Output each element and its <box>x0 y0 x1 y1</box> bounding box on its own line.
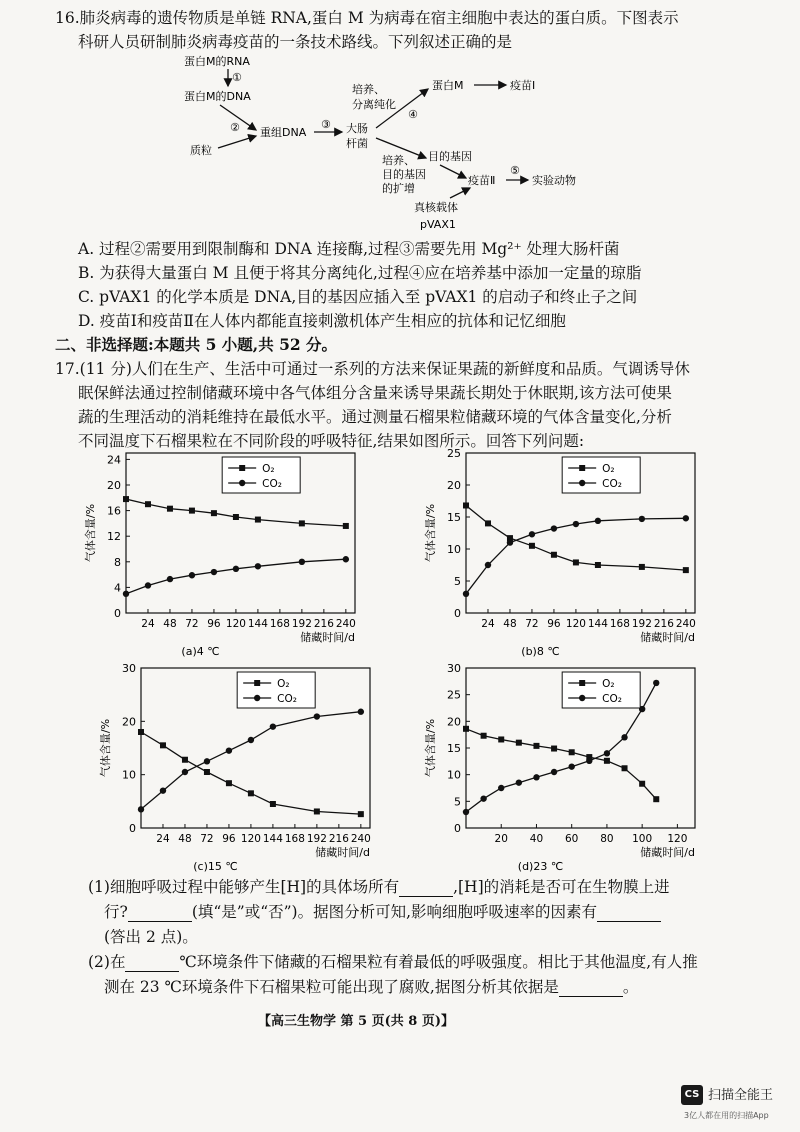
co2-point <box>167 576 173 582</box>
node-vector-1: 真核载体 <box>414 201 458 214</box>
q16-option-b: B. 为获得大量蛋白 M 且便于将其分离纯化,过程④应在培养基中添加一定量的琼脂 <box>78 264 642 282</box>
node-recombinant-dna: 重组DNA <box>260 126 307 139</box>
x-tick-label: 24 <box>481 618 495 630</box>
y-tick-label: 20 <box>447 479 461 492</box>
co2-point <box>314 713 320 719</box>
q17-sub1-text-a: (1)细胞呼吸过程中能够产生[H]的具体场所有 <box>88 878 400 896</box>
o2-point <box>463 726 469 732</box>
o2-point <box>604 758 610 764</box>
x-tick-label: 168 <box>609 618 630 630</box>
co2-point <box>145 582 151 588</box>
x-tick-label: 24 <box>156 833 170 845</box>
x-tick-label: 168 <box>269 618 290 630</box>
x-tick-label: 48 <box>178 833 192 845</box>
x-tick-label: 120 <box>667 833 688 845</box>
label-amp-3: 的扩增 <box>382 182 415 195</box>
co2-point <box>270 723 276 729</box>
x-tick-label: 216 <box>313 618 334 630</box>
co2-point <box>343 556 349 562</box>
co2-point <box>573 521 579 527</box>
co2-point <box>255 563 261 569</box>
chart-23c <box>420 660 720 875</box>
co2-point <box>226 747 232 753</box>
x-tick-label: 24 <box>141 618 155 630</box>
co2-point <box>182 769 188 775</box>
x-tick-label: 192 <box>306 833 327 845</box>
x-axis-label: 储藏时间/d <box>315 846 370 859</box>
y-tick-label: 0 <box>129 822 136 835</box>
legend-circle-marker <box>254 695 260 701</box>
label-amp-2: 目的基因 <box>382 168 426 181</box>
arrow-to-vaccine-2a <box>440 165 466 178</box>
label-step-2: ② <box>230 121 240 134</box>
y-tick-label: 25 <box>447 447 461 460</box>
label-step-5: ⑤ <box>510 164 520 177</box>
y-tick-label: 0 <box>454 607 461 620</box>
co2-point <box>123 591 129 597</box>
label-step-1: ① <box>232 71 242 84</box>
x-tick-label: 216 <box>328 833 349 845</box>
legend-label: O₂ <box>602 463 615 475</box>
answer-blank-2[interactable] <box>128 905 192 922</box>
y-tick-label: 4 <box>114 581 121 595</box>
o2-point <box>299 520 305 526</box>
legend-label: CO₂ <box>602 693 622 705</box>
y-tick-label: 12 <box>107 530 121 544</box>
o2-point <box>248 790 254 796</box>
page-footer: 【高三生物学 第 5 页(共 8 页)】 <box>258 1014 455 1029</box>
node-protein-m-rna: 蛋白M的RNA <box>184 55 250 68</box>
y-tick-label: 20 <box>107 479 121 492</box>
q17-sub1-text-b: ,[H]的消耗是否可在生物膜上进 <box>453 878 670 896</box>
answer-blank-1[interactable] <box>399 880 453 897</box>
q17-line-1: 17.(11 分)人们在生产、生活中可通过一系列的方法来保证果蔬的新鲜度和品质。气调诱导休 <box>55 360 690 378</box>
o2-point <box>211 510 217 516</box>
co2-point <box>507 539 513 545</box>
q17-line-4: 不同温度下石榴果粒在不同阶段的呼吸特征,结果如图所示。回答下列问题: <box>78 432 585 450</box>
co2-point <box>358 709 364 715</box>
o2-point <box>255 517 261 523</box>
o2-point <box>485 520 491 526</box>
legend-square-marker <box>254 680 260 686</box>
o2-point <box>182 757 188 763</box>
x-tick-label: 240 <box>675 618 696 630</box>
o2-point <box>573 559 579 565</box>
label-step-4: ④ <box>408 108 418 121</box>
x-tick-label: 60 <box>565 833 579 845</box>
scanner-tagline: 3亿人都在用的扫描App <box>684 1111 769 1120</box>
q16-line-1: 16.肺炎病毒的遗传物质是单链 RNA,蛋白 M 为病毒在宿主细胞中表达的蛋白质。下图表示 <box>55 9 679 27</box>
q17-sub1-text-e: (答出 2 点)。 <box>104 928 198 946</box>
co2-point <box>463 809 469 815</box>
x-tick-label: 72 <box>200 833 214 845</box>
chart-title: (c)15 ℃ <box>193 860 238 873</box>
legend-label: CO₂ <box>277 693 297 705</box>
x-tick-label: 80 <box>600 833 614 845</box>
chart-title: (b)8 ℃ <box>521 645 560 658</box>
node-target-gene: 目的基因 <box>428 150 472 163</box>
x-axis-label: 储藏时间/d <box>640 631 695 644</box>
node-animals: 实验动物 <box>532 174 576 187</box>
o2-point <box>358 811 364 817</box>
q17-sub1-text-c: 行? <box>104 903 128 921</box>
x-axis-label: 储藏时间/d <box>300 631 355 644</box>
node-plasmid: 质粒 <box>190 144 212 157</box>
co2-point <box>248 737 254 743</box>
x-tick-label: 96 <box>207 618 221 630</box>
co2-point <box>138 806 144 812</box>
vaccine-route-diagram <box>170 52 640 236</box>
chart-4c <box>80 445 380 660</box>
x-tick-label: 96 <box>547 618 561 630</box>
o2-point <box>138 729 144 735</box>
series-line-o2 <box>466 729 656 799</box>
co2-point <box>463 591 469 597</box>
node-vaccine-1: 疫苗Ⅰ <box>510 79 536 92</box>
q16-option-a: A. 过程②需要用到限制酶和 DNA 连接酶,过程③需要先用 Mg²⁺ 处理大肠杆菌 <box>78 240 620 258</box>
x-tick-label: 144 <box>262 833 283 845</box>
y-tick-label: 24 <box>107 453 121 467</box>
o2-point <box>343 523 349 529</box>
o2-point <box>233 514 239 520</box>
y-axis-label: 气体含量/% <box>84 503 97 563</box>
q16-line-2: 科研人员研制肺炎病毒疫苗的一条技术路线。下列叙述正确的是 <box>78 33 513 51</box>
answer-blank-5[interactable] <box>559 980 623 997</box>
x-tick-label: 72 <box>185 618 199 630</box>
node-vector-2: pVAX1 <box>420 218 456 231</box>
y-tick-label: 16 <box>107 504 121 518</box>
co2-point <box>160 787 166 793</box>
scanner-logo-icon: CS <box>681 1085 703 1105</box>
node-ecoli-2: 杆菌 <box>346 137 368 150</box>
o2-point <box>516 740 522 746</box>
o2-point <box>653 796 659 802</box>
o2-point <box>529 543 535 549</box>
arrow-2b <box>218 136 256 148</box>
co2-point <box>480 795 486 801</box>
co2-point <box>586 758 592 764</box>
y-tick-label: 0 <box>454 822 461 835</box>
legend-circle-marker <box>579 695 585 701</box>
y-tick-label: 5 <box>454 575 461 588</box>
x-axis-label: 储藏时间/d <box>640 846 695 859</box>
chart-title: (d)23 ℃ <box>517 860 564 873</box>
y-tick-label: 15 <box>447 511 461 524</box>
co2-point <box>653 680 659 686</box>
co2-point <box>498 785 504 791</box>
y-axis-label: 气体含量/% <box>424 718 437 778</box>
section-heading: 二、非选择题:本题共 5 小题,共 52 分。 <box>55 335 338 354</box>
legend-box <box>222 457 300 493</box>
o2-point <box>160 742 166 748</box>
co2-point <box>529 531 535 537</box>
y-tick-label: 10 <box>447 543 461 556</box>
x-tick-label: 144 <box>587 618 608 630</box>
o2-point <box>189 508 195 514</box>
o2-point <box>481 733 487 739</box>
x-tick-label: 168 <box>284 833 305 845</box>
series-line-o2 <box>141 732 361 814</box>
o2-point <box>569 749 575 755</box>
legend-circle-marker <box>579 480 585 486</box>
x-tick-label: 48 <box>163 618 177 630</box>
co2-point <box>639 516 645 522</box>
co2-point <box>621 734 627 740</box>
q17-line-2: 眠保鲜法通过控制储藏环境中各气体组分含量来诱导果蔬长期处于休眠期,该方法可使果 <box>78 384 672 402</box>
o2-point <box>533 743 539 749</box>
x-tick-label: 216 <box>653 618 674 630</box>
chart-title: (a)4 ℃ <box>181 645 220 658</box>
arrow-to-vaccine-2b <box>450 188 470 198</box>
scanner-brand: 扫描全能王 <box>708 1088 774 1103</box>
o2-point <box>314 808 320 814</box>
co2-point <box>551 769 557 775</box>
q17-sub2-line2 <box>104 975 638 999</box>
x-tick-label: 48 <box>503 618 517 630</box>
y-axis-label: 气体含量/% <box>99 718 112 778</box>
legend-label: O₂ <box>262 463 275 475</box>
node-protein-m-dna: 蛋白M的DNA <box>184 90 251 103</box>
legend-label: O₂ <box>277 678 290 690</box>
o2-point <box>145 501 151 507</box>
y-tick-label: 20 <box>122 715 136 729</box>
co2-point <box>189 572 195 578</box>
q17-sub1-text-d: (填“是”或“否”)。据图分析可知,影响细胞呼吸速率的因素有 <box>191 903 598 921</box>
y-tick-label: 30 <box>447 662 461 675</box>
x-tick-label: 100 <box>632 833 653 845</box>
series-line-co2 <box>126 559 346 594</box>
y-tick-label: 25 <box>447 688 461 702</box>
q17-sub2-text-a: (2)在 <box>88 953 126 971</box>
y-axis-label: 气体含量/% <box>424 503 437 563</box>
q17-line-3: 蔬的生理活动的消耗维持在最低水平。通过测量石榴果粒储藏环境的气体含量变化,分析 <box>78 408 672 426</box>
answer-blank-4[interactable] <box>125 955 179 972</box>
legend-box <box>562 672 640 708</box>
x-tick-label: 20 <box>494 833 508 845</box>
q17-sub2-line1 <box>88 950 698 974</box>
co2-point <box>204 758 210 764</box>
legend-square-marker <box>239 465 245 471</box>
co2-point <box>299 559 305 565</box>
co2-point <box>516 779 522 785</box>
x-tick-label: 240 <box>350 833 371 845</box>
label-culture-1: 培养、 <box>352 83 385 96</box>
o2-point <box>595 562 601 568</box>
x-tick-label: 120 <box>565 618 586 630</box>
series-line-o2 <box>126 499 346 526</box>
o2-point <box>204 769 210 775</box>
o2-point <box>639 564 645 570</box>
label-amp-1: 培养、 <box>382 154 415 167</box>
series-line-co2 <box>466 518 686 594</box>
node-ecoli-1: 大肠 <box>346 122 368 135</box>
legend-square-marker <box>579 465 585 471</box>
q17-sub1-line2 <box>104 900 661 924</box>
o2-point <box>270 801 276 807</box>
x-tick-label: 40 <box>529 833 544 845</box>
co2-point <box>595 518 601 524</box>
legend-square-marker <box>579 680 585 686</box>
legend-label: O₂ <box>602 678 615 690</box>
q16-option-d: D. 疫苗Ⅰ和疫苗Ⅱ在人体内都能直接刺激机体产生相应的抗体和记忆细胞 <box>78 312 566 330</box>
o2-point <box>463 502 469 508</box>
y-tick-label: 5 <box>454 795 461 809</box>
node-vaccine-2: 疫苗Ⅱ <box>468 174 496 187</box>
y-tick-label: 10 <box>122 768 136 782</box>
o2-point <box>551 746 557 752</box>
o2-point <box>123 496 129 502</box>
o2-point <box>226 780 232 786</box>
co2-point <box>604 750 610 756</box>
co2-point <box>211 569 217 575</box>
node-protein-m: 蛋白M <box>432 79 464 92</box>
x-tick-label: 240 <box>335 618 356 630</box>
chart-8c <box>420 445 720 660</box>
co2-point <box>568 763 574 769</box>
y-tick-label: 30 <box>122 662 136 675</box>
q16-option-c: C. pVAX1 的化学本质是 DNA,目的基因应插入至 pVAX1 的启动子和终止子之间 <box>78 288 638 306</box>
x-tick-label: 120 <box>240 833 261 845</box>
answer-blank-3[interactable] <box>597 905 661 922</box>
q17-sub2-text-c: 测在 23 ℃环境条件下石榴果粒可能出现了腐败,据图分析其依据是 <box>104 978 559 996</box>
x-tick-label: 144 <box>247 618 268 630</box>
y-tick-label: 10 <box>447 768 461 782</box>
q17-sub2-text-b: ℃环境条件下储藏的石榴果粒有着最低的呼吸强度。相比于其他温度,有人推 <box>179 953 698 971</box>
legend-label: CO₂ <box>262 478 282 490</box>
co2-point <box>551 525 557 531</box>
q17-sub2-text-d: 。 <box>622 978 639 996</box>
label-culture-2: 分离纯化 <box>352 98 396 111</box>
y-tick-label: 8 <box>114 555 121 569</box>
x-tick-label: 120 <box>225 618 246 630</box>
legend-circle-marker <box>239 480 245 486</box>
chart-15c <box>95 660 395 875</box>
co2-point <box>485 562 491 568</box>
o2-point <box>639 781 645 787</box>
x-tick-label: 72 <box>525 618 539 630</box>
o2-point <box>551 552 557 558</box>
o2-point <box>167 506 173 512</box>
legend-box <box>562 457 640 493</box>
co2-point <box>233 566 239 572</box>
label-step-3: ③ <box>321 118 331 131</box>
x-tick-label: 192 <box>291 618 312 630</box>
y-tick-label: 0 <box>114 607 121 620</box>
q17-sub1-line1 <box>88 875 670 899</box>
x-tick-label: 192 <box>631 618 652 630</box>
legend-box <box>237 672 315 708</box>
x-tick-label: 96 <box>222 833 236 845</box>
co2-point <box>683 515 689 521</box>
legend-label: CO₂ <box>602 478 622 490</box>
o2-point <box>622 765 628 771</box>
y-tick-label: 15 <box>447 742 461 755</box>
co2-point <box>533 774 539 780</box>
o2-point <box>683 567 689 573</box>
y-tick-label: 20 <box>447 715 461 729</box>
o2-point <box>498 736 504 742</box>
